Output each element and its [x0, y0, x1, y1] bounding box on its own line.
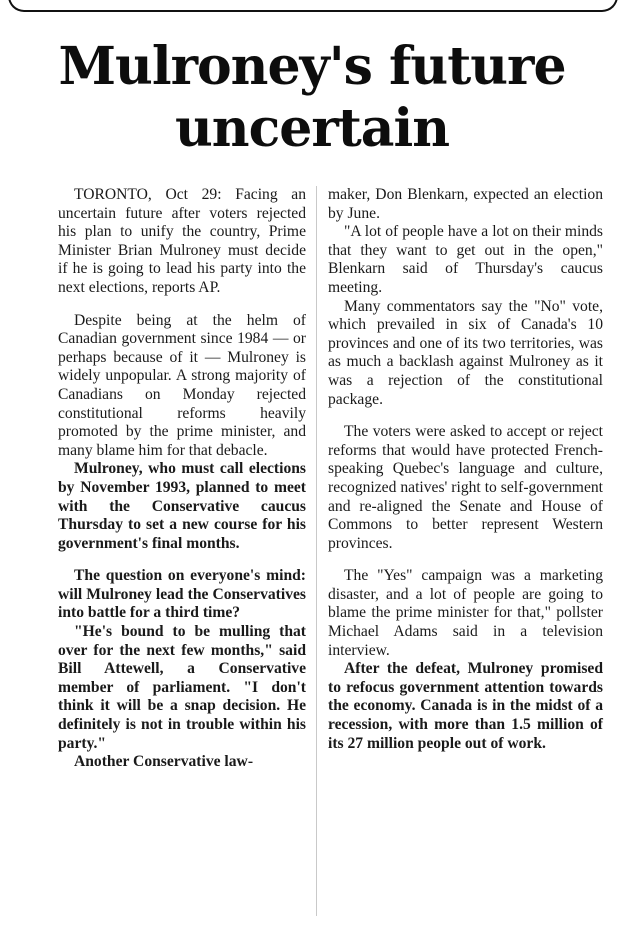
paragraph: Another Conservative law- [74, 753, 254, 771]
paragraph: "He's bound to be mulling that over for the next few months," said Bill Attewell, a Conservative member of parliament. "I don't think it will be a snap decision. He definitely is not in trouble within his party." [58, 623, 306, 752]
column-divider [316, 186, 317, 916]
paragraph: The "Yes" campaign was a marketing disaster, and a lot of people are going to blame the prime minister for that," pollster Michael Adams said in a television interview. [328, 567, 603, 659]
headline: Mulroney's future uncertain [58, 36, 566, 159]
article-column-left [58, 186, 306, 772]
paragraph: Many commentators say the "No" vote, which prevailed in six of Canada's 10 provinces and one of its two territories, was as much a backlash against Mulroney as it was a rejection of the constitutional package. [328, 297, 603, 408]
paragraph: The voters were asked to accept or reject reforms that would have protected French-speaking Quebec's language and culture, recognized natives' right to self-government and re-aligned the Senate and House of Commons to better represent Western provinces. [328, 423, 603, 552]
top-border-rule [8, 0, 618, 12]
paragraph: The question on everyone's mind: will Mulroney lead the Conservatives into battle for a third time? [58, 567, 306, 622]
paragraph: Despite being at the helm of Canadian government since 1984 — or perhaps because of it — Mulroney is widely unpopular. A strong majority of Canadians on Monday rejected constitutional reforms heavily promoted by the prime minister, and many blame him for that debacle. [58, 311, 306, 459]
paragraph-dateline: TORONTO, Oct 29: Facing an uncertain future after voters rejected his plan to unify the country, Prime Minister Brian Mulroney must decide if he is going to lead his party into the next elections, reports AP. [58, 186, 306, 296]
paragraph: maker, Don Blenkarn, expected an election by June. [328, 186, 603, 222]
article-column-right [328, 186, 603, 753]
paragraph: Mulroney, who must call elections by November 1993, planned to meet with the Conservative caucus Thursday to set a new course for his government's final months. [58, 460, 306, 552]
paragraph: "A lot of people have a lot on their minds that they want to get out in the open," Blenkarn said of Thursday's caucus meeting. [328, 223, 603, 296]
paragraph: After the defeat, Mulroney promised to refocus government attention towards the economy. Canada is in the midst of a recession, with more than 1.5 million of its 27 million people out of work. [328, 660, 603, 752]
